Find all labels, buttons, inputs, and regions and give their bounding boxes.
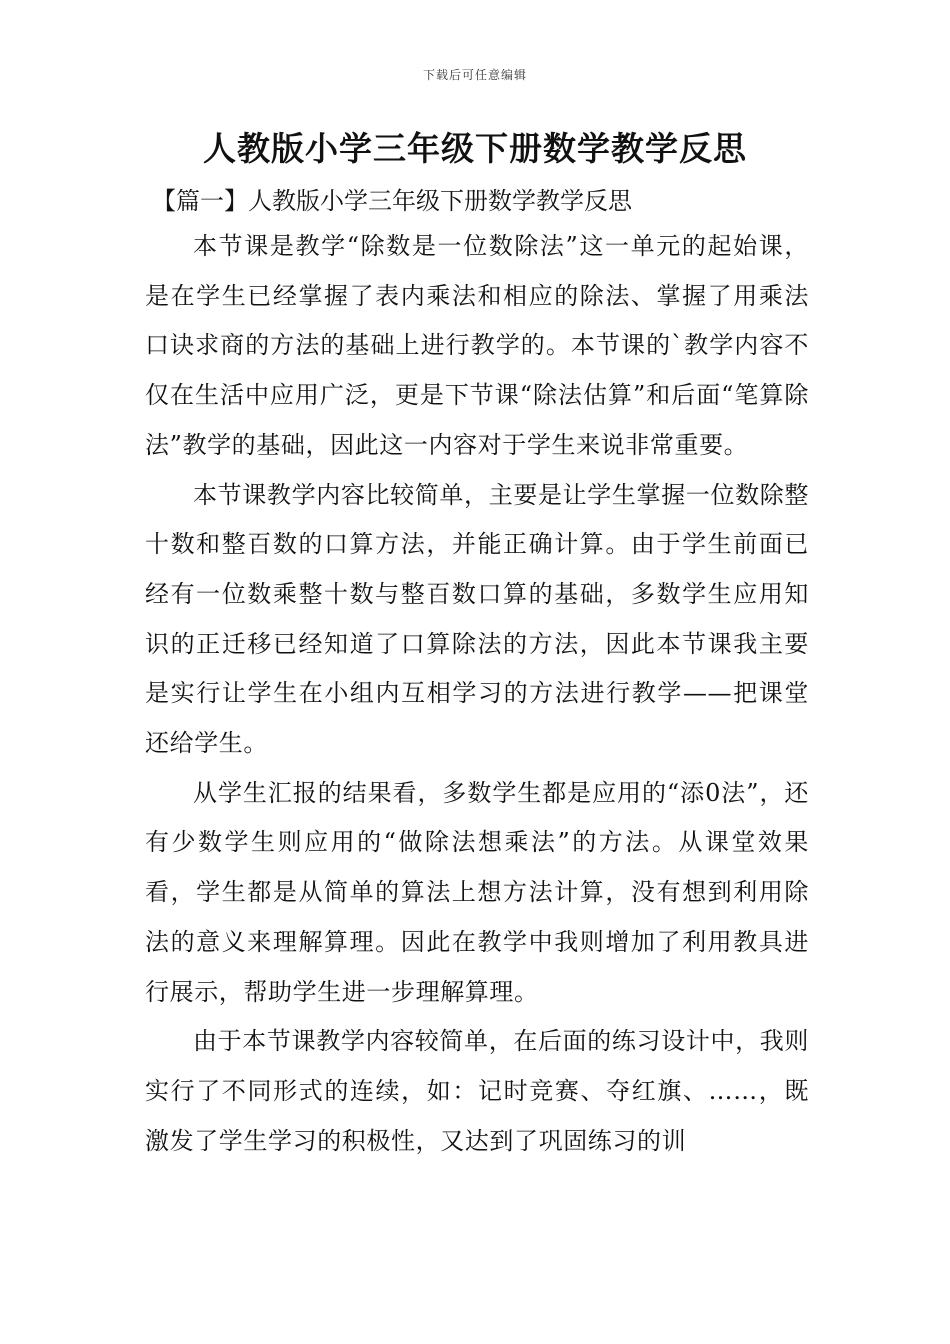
header-note: 下载后可任意编辑	[422, 68, 527, 82]
body-text	[145, 222, 809, 1166]
document-title: 人教版小学三年级下册数学教学反思	[203, 129, 747, 168]
paragraph-3: 从学生汇报的结果看，多数学生都是应用的“添0法”，还有少数学生则应用的“做除法想乘法”的方法。从课堂效果看，学生都是从简单的算法上想方法计算，没有想到利用除法的意义来理解算理。因此在教学中我则增加了利用教具进行展示，帮助学生进一步理解算理。	[145, 778, 809, 1006]
paragraph-2: 本节课教学内容比较简单，主要是让学生掌握一位数除整十数和整百数的口算方法，并能正确计算。由于学生前面已经有一位数乘整十数与整百数口算的基础，多数学生应用知识的正迁移已经知道了口算除法的方法，因此本节课我主要是实行让学生在小组内互相学习的方法进行教学——把课堂还给学生。	[145, 480, 809, 758]
section-heading: 【篇一】人教版小学三年级下册数学教学反思	[152, 187, 632, 215]
paragraph-4: 由于本节课教学内容较简单，在后面的练习设计中，我则实行了不同形式的连续，如：记时竞赛、夺红旗、……，既激发了学生学习的积极性，又达到了巩固练习的训	[145, 1027, 809, 1155]
paragraph-1: 本节课是教学“除数是一位数除法”这一单元的起始课，是在学生已经掌握了表内乘法和相应的除法、掌握了用乘法口诀求商的方法的基础上进行教学的。本节课的`教学内容不仅在生活中应用广泛，更是下节课“除法估算”和后面“笔算除法”教学的基础，因此这一内容对于学生来说非常重要。	[145, 232, 809, 459]
